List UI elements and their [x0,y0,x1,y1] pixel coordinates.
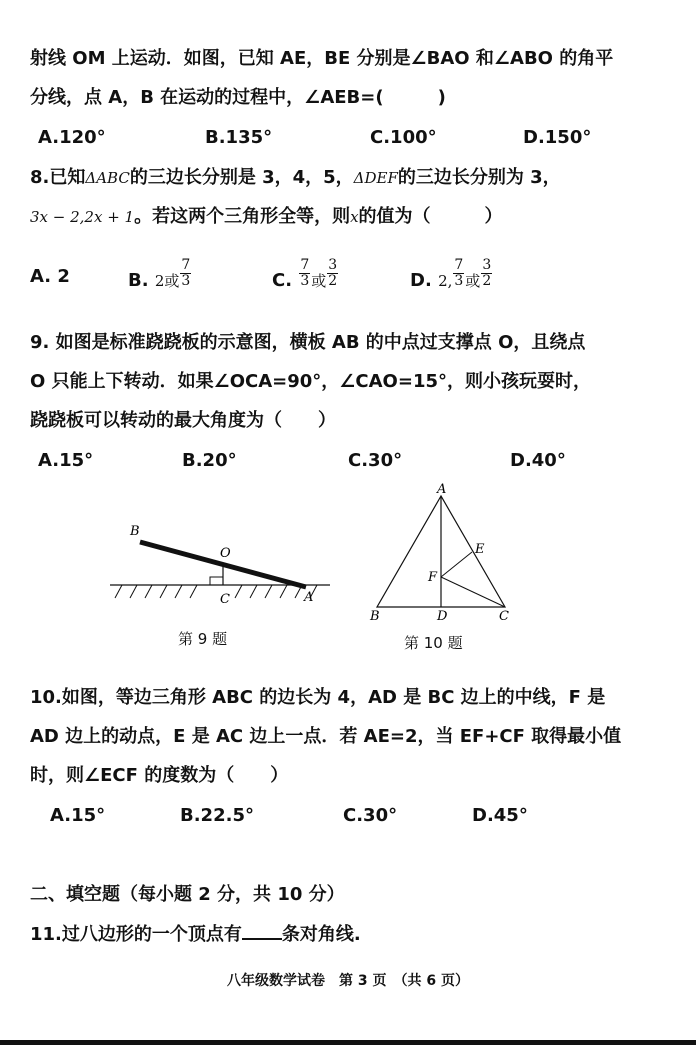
q10-line-3: 时，则∠ECF 的度数为（ ） [30,765,289,786]
q8-mid-text: 的三边长分别是 3，4，5， [129,167,354,188]
segment-ef [441,552,472,577]
q10-option-b: B.22.5° [180,805,254,826]
fraction-denominator: 3 [300,273,310,289]
fraction-numerator: 3 [482,257,492,273]
q9-line-3: 跷跷板可以转动的最大角度为（ ） [30,410,336,431]
q9-option-b: B.20° [182,450,237,471]
q8-option-c [272,258,339,289]
q9-line-1: 9. 如图是标准跷跷板的示意图，横板 AB 的中点过支撑点 O，且绕点 [30,332,586,353]
q8-option-b-fraction [180,258,191,289]
q8-suffix: 的三边长分别为 3， [397,167,561,188]
right-angle-mark [210,577,223,585]
q11-after: 条对角线. [281,924,361,945]
fraction-denominator: 3 [181,273,191,289]
fraction-numerator: 7 [454,257,464,273]
page-footer: 八年级数学试卷 第 3 页 （共 6 页） [227,973,469,989]
figure-10-triangle [365,480,525,625]
q8-option-c-fraction-2 [327,258,338,289]
figure-9-seesaw [100,512,340,612]
label-a: A [304,590,314,605]
figure-10-caption: 第 10 题 [404,634,463,652]
fraction-numerator: 3 [328,257,338,273]
q8-option-d [410,258,493,289]
q8-option-d-fraction-1 [453,258,464,289]
label-b: B [370,609,380,624]
fraction-numerator: 7 [300,257,310,273]
q8-option-b-value: 2或 [154,271,180,290]
q10-line-2: AD 边上的动点，E 是 AC 边上一点．若 AE=2，当 EF+CF 取得最小值 [30,726,622,747]
q7-option-c: C.100° [370,127,437,148]
label-b: B [130,524,140,539]
label-c: C [220,592,230,607]
q10-option-a: A.15° [50,805,106,826]
q10-option-d: D.45° [472,805,528,826]
label-c: C [499,609,509,624]
q9-option-d: D.40° [510,450,566,471]
label-f: F [428,570,438,585]
q8-line-1 [30,166,561,190]
q10-line-1: 10.如图，等边三角形 ABC 的边长为 4，AD 是 BC 边上的中线，F 是 [30,687,606,708]
ground-hatching [115,585,317,598]
q11-line [30,922,361,947]
q9-line-2: O 只能上下转动．如果∠OCA=90°，∠CAO=15°，则小孩玩耍时， [30,371,591,392]
fraction-denominator: 3 [454,273,464,289]
q7-option-a: A.120° [38,127,106,148]
q8-option-d-label: D. [410,269,432,291]
fraction-denominator: 2 [328,273,338,289]
label-d: D [437,609,448,624]
label-o: O [220,546,231,561]
q8-expression: 3x − 2,2x + 1 [30,208,135,226]
q7-option-b: B.135° [205,127,273,148]
figure-9-caption: 第 9 题 [178,630,228,648]
bottom-border [0,1040,696,1045]
label-a: A [437,482,447,497]
q8-line-2 [30,205,503,229]
q8-line2-end: 的值为（ ） [358,206,503,227]
label-e: E [475,542,485,557]
q11-before: 11.过八边形的一个顶点有 [30,924,242,945]
q8-variable: x [350,208,359,226]
q11-answer-blank[interactable] [242,922,282,940]
q8-option-c-label: C. [272,269,293,291]
q8-option-a: A. 2 [30,266,70,287]
q10-option-c: C.30° [343,805,398,826]
q8-triangle-def: ΔDEF [353,169,398,187]
q7-line-1: 射线 OM 上运动．如图，已知 AE，BE 分别是∠BAO 和∠ABO 的角平 [30,48,614,69]
q7-line-2: 分线，点 A，B 在运动的过程中，∠AEB=( ) [30,87,446,108]
q8-option-c-fraction-1 [299,258,310,289]
q7-option-d: D.150° [523,127,592,148]
fraction-numerator: 7 [181,257,191,273]
q8-option-d-or: 或 [465,271,481,290]
q8-option-b-label: B. [128,269,149,291]
q8-option-c-or: 或 [311,271,327,290]
q9-option-c: C.30° [348,450,403,471]
fraction-denominator: 2 [482,273,492,289]
q8-triangle-abc: ΔABC [85,169,130,187]
q8-prefix: 8.已知 [30,167,86,188]
q9-option-a: A.15° [38,450,94,471]
q8-line2-text: 。若这两个三角形全等，则 [134,206,351,227]
q8-option-d-value: 2, [438,271,453,290]
q8-option-b [128,258,192,289]
section-2-title: 二、填空题（每小题 2 分，共 10 分） [30,884,345,905]
q8-option-d-fraction-2 [481,258,492,289]
segment-fc [441,577,505,607]
